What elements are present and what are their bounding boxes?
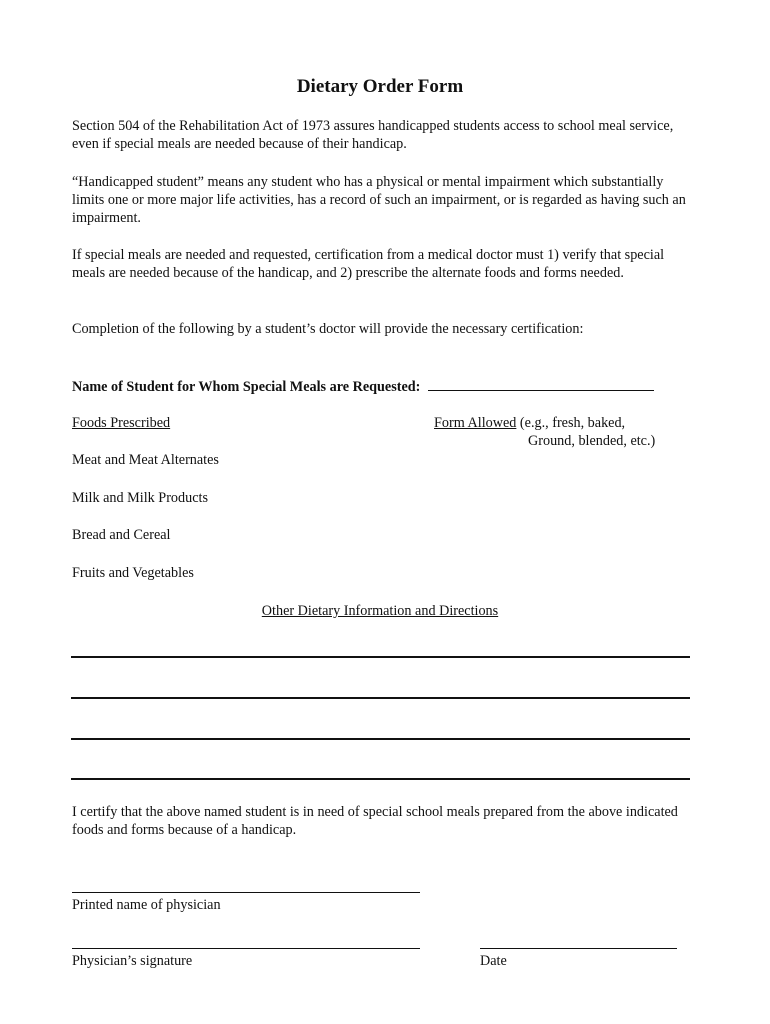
foods-prescribed-header: Foods Prescribed (72, 415, 171, 431)
printed-name-line[interactable] (72, 892, 420, 893)
food-group-meat: Meat and Meat Alternates (72, 452, 219, 468)
form-allowed-note-line-2: Ground, blended, etc.) (528, 433, 656, 449)
signature-line[interactable] (72, 948, 420, 949)
intro-paragraph-certification: If special meals are needed and requested, certification from a medical doctor must 1) verify that special meals are needed because of the handicap, and 2) prescribe the alternate foods and forms needed. (72, 247, 665, 281)
intro-paragraph-section-504: Section 504 of the Rehabilitation Act of 1973 assures handicapped students access to school meal service, even if special meals are needed because of their handicap. (72, 118, 674, 152)
directions-line-1[interactable] (71, 656, 690, 658)
date-line[interactable] (480, 948, 677, 949)
other-info-header: Other Dietary Information and Directions (261, 603, 499, 619)
food-group-bread: Bread and Cereal (72, 527, 171, 543)
form-allowed-header: Form Allowed (434, 415, 517, 431)
food-group-milk: Milk and Milk Products (72, 490, 208, 506)
form-allowed-note-line-1: (e.g., fresh, baked, (516, 415, 626, 431)
food-group-fruits: Fruits and Vegetables (72, 565, 194, 581)
student-name-row (72, 376, 712, 396)
page-title: Dietary Order Form (296, 76, 464, 97)
intro-paragraph-definition: “Handicapped student” means any student who has a physical or mental impairment which substantially limits one or more major life activities, has a record of such an impairment, or is regarded as having such an impairment. (72, 174, 686, 226)
date-label: Date (480, 953, 507, 969)
signature-label: Physician’s signature (72, 953, 193, 969)
printed-name-label: Printed name of physician (72, 897, 221, 913)
directions-line-4[interactable] (71, 778, 690, 780)
form-allowed-header-row (434, 414, 625, 432)
directions-line-2[interactable] (71, 697, 690, 699)
certification-statement: I certify that the above named student is in need of special school meals prepared from the above indicated foods and forms because of a handicap. (72, 804, 678, 838)
intro-paragraph-completion: Completion of the following by a student’s doctor will provide the necessary certification: (72, 321, 584, 337)
directions-line-3[interactable] (71, 738, 690, 740)
student-name-label: Name of Student for Whom Special Meals are Requested: (72, 379, 421, 395)
student-name-field[interactable] (428, 376, 654, 391)
